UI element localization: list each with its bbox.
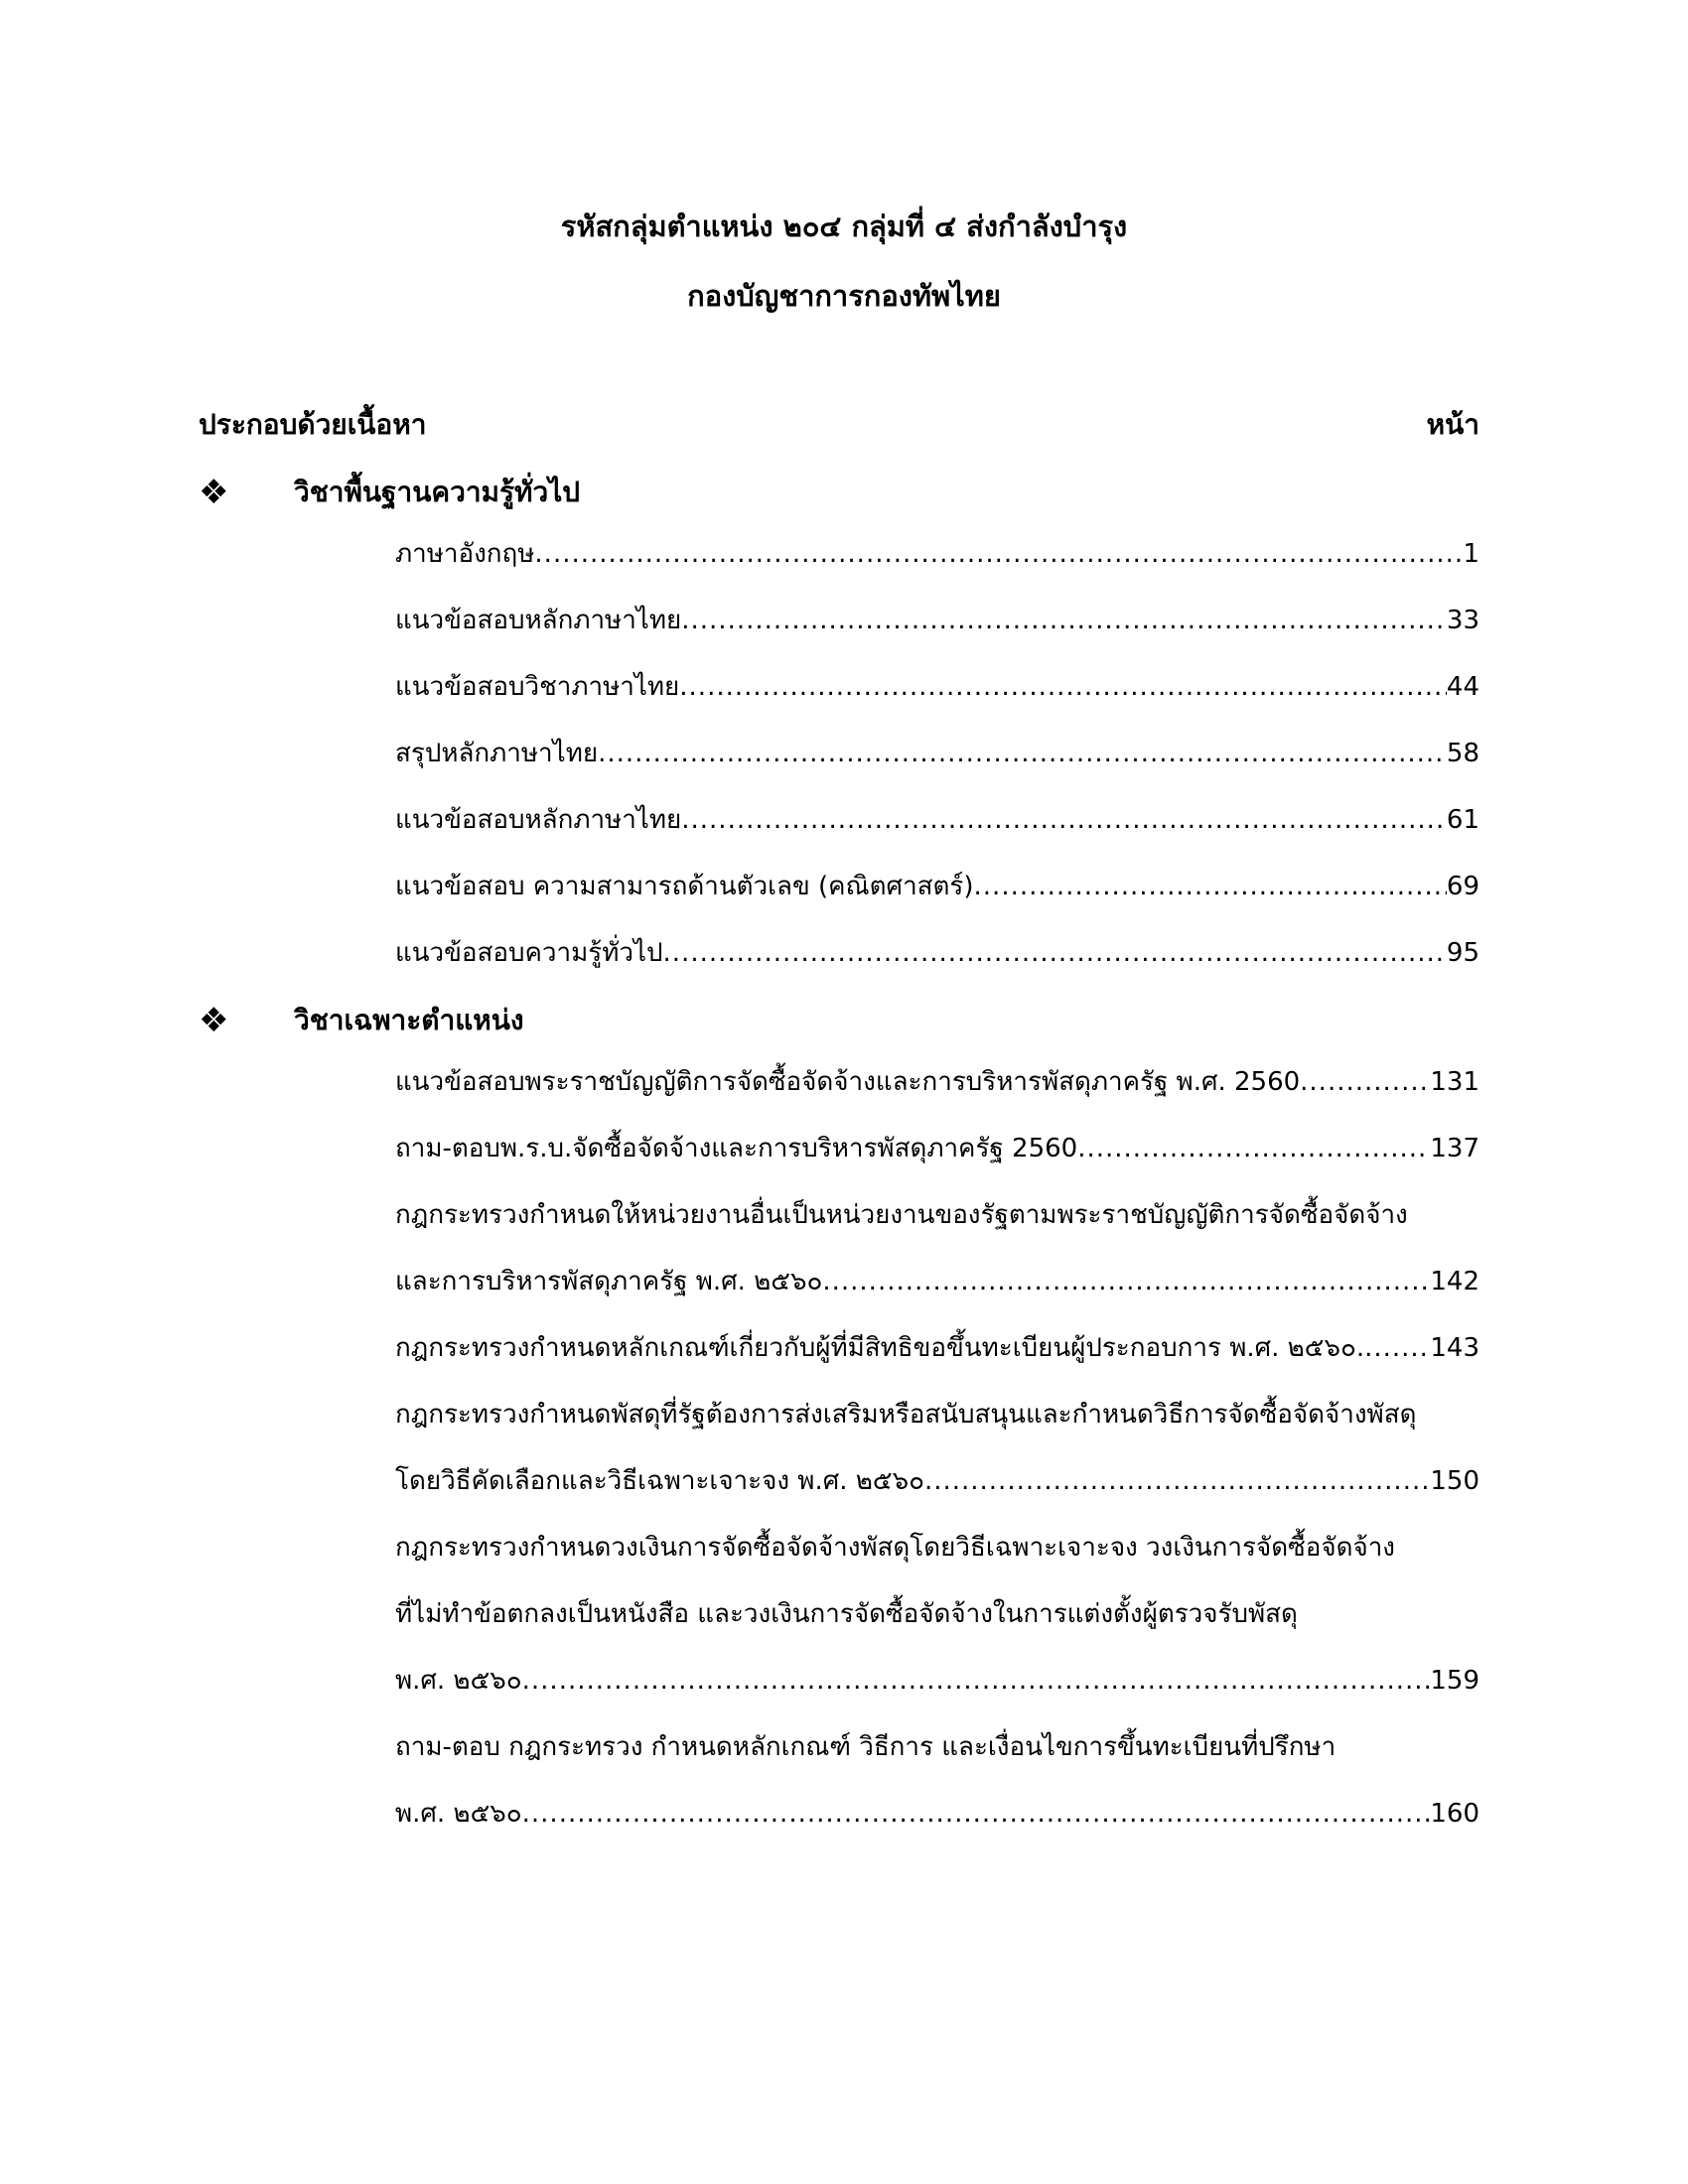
toc-entry-page: 61 [1446,805,1479,835]
dot-leader [1300,1062,1430,1102]
section-heading-specific [199,999,524,1042]
dot-leader [522,1794,1431,1834]
toc-entry [395,1661,1479,1701]
toc-entry-page: 1 [1463,539,1479,569]
dot-leader [663,933,1447,973]
toc-entry [395,1262,1479,1301]
section-heading-text: วิชาเฉพาะตำแหน่ง [294,1004,524,1036]
contents-label: ประกอบด้วยเนื้อหา [199,408,427,441]
dot-leader [681,800,1447,840]
dot-leader [924,1461,1430,1501]
toc-entry-page: 44 [1446,672,1479,702]
dot-leader [522,1661,1431,1701]
diamond-bullet-icon: ❖ [199,1001,229,1040]
toc-entry-title: พ.ศ. ๒๕๖๐ [395,1666,522,1696]
toc-entry-title: แนวข้อสอบ ความสามารถด้านตัวเลข (คณิตศาสตร์) [395,872,974,901]
toc-entry [395,1794,1479,1834]
page-column-label: หน้า [1426,408,1479,441]
toc-entry-line: ที่ไม่ทำข้อตกลงเป็นหนังสือ และวงเงินการจัดซื้อจัดจ้างในการแต่งตั้งผู้ตรวจรับพัสดุ [395,1599,1298,1629]
toc-entry [395,800,1479,840]
toc-entry-page: 150 [1430,1466,1479,1496]
section-heading-general [199,471,580,514]
toc-entry-page: 137 [1430,1134,1479,1163]
toc-entry-line: ถาม-ตอบ กฎกระทรวง กำหนดหลักเกณฑ์ วิธีการ และเงื่อนไขการขึ้นทะเบียนที่ปรึกษา [395,1732,1336,1762]
toc-entry [395,601,1479,640]
toc-entry-page: 58 [1446,739,1479,768]
dot-leader [822,1262,1430,1301]
toc-entry [395,1129,1479,1168]
toc-entry-title: สรุปหลักภาษาไทย [395,739,599,768]
toc-entry [395,534,1479,574]
section-heading-text: วิชาพื้นฐานความรู้ทั่วไป [294,476,581,508]
toc-entry-title: พ.ศ. ๒๕๖๐ [395,1799,522,1829]
toc-entry-title: แนวข้อสอบหลักภาษาไทย [395,606,682,635]
dot-leader [598,734,1447,773]
toc-entry-page: 142 [1430,1267,1479,1297]
toc-entry-title: แนวข้อสอบพระราชบัญญัติการจัดซื้อจัดจ้างและการบริหารพัสดุภาครัฐ พ.ศ. 2560 [395,1067,1301,1097]
diamond-bullet-icon: ❖ [199,473,229,512]
dot-leader [1364,1328,1430,1368]
toc-entry-line: กฎกระทรวงกำหนดวงเงินการจัดซื้อจัดจ้างพัสดุโดยวิธีเฉพาะเจาะจง วงเงินการจัดซื้อจัดจ้าง [395,1533,1396,1563]
toc-entry-title: แนวข้อสอบวิชาภาษาไทย [395,672,680,702]
toc-entry-line: กฎกระทรวงกำหนดพัสดุที่รัฐต้องการส่งเสริมหรือสนับสนุนและกำหนดวิธีการจัดซื้อจัดจ้างพัสดุ [395,1400,1417,1430]
toc-entry [395,734,1479,773]
toc-entry-page: 69 [1446,872,1479,901]
toc-entry-page: 160 [1430,1799,1479,1829]
dot-leader [974,867,1447,906]
toc-entry-line: กฎกระทรวงกำหนดให้หน่วยงานอื่นเป็นหน่วยงานของรัฐตามพระราชบัญญัติการจัดซื้อจัดจ้าง [395,1200,1408,1230]
dot-leader [534,534,1463,574]
toc-entry [395,867,1479,906]
toc-entry [395,667,1479,707]
dot-leader [1077,1129,1430,1168]
toc-entry [395,1062,1479,1102]
toc-entry-page: 95 [1446,938,1479,968]
toc-entry [395,1461,1479,1501]
dot-leader [679,667,1447,707]
toc-entry-page: 143 [1430,1333,1479,1363]
toc-entry-title: และการบริหารพัสดุภาครัฐ พ.ศ. ๒๕๖๐ [395,1267,823,1297]
toc-entry-title: โดยวิธีคัดเลือกและวิธีเฉพาะเจาะจง พ.ศ. ๒๕๖๐ [395,1466,924,1496]
toc-entry-page: 159 [1430,1666,1479,1696]
toc-entry [395,933,1479,973]
toc-entry-title: แนวข้อสอบความรู้ทั่วไป [395,938,663,968]
toc-entry [395,1328,1479,1368]
toc-entry-title: ถาม-ตอบพ.ร.บ.จัดซื้อจัดจ้างและการบริหารพัสดุภาครัฐ 2560 [395,1134,1078,1163]
dot-leader [681,601,1447,640]
document-title: รหัสกลุ่มตำแหน่ง ๒๐๔ กลุ่มที่ ๔ ส่งกำลังบำรุง [560,209,1128,243]
toc-entry-page: 131 [1430,1067,1479,1097]
toc-entry-page: 33 [1446,606,1479,635]
toc-entry-title: แนวข้อสอบหลักภาษาไทย [395,805,682,835]
document-subtitle: กองบัญชาการกองทัพไทย [687,279,1001,313]
toc-entry-title: กฎกระทรวงกำหนดหลักเกณฑ์เกี่ยวกับผู้ที่มีสิทธิขอขึ้นทะเบียนผู้ประกอบการ พ.ศ. ๒๕๖๐. [395,1333,1365,1363]
toc-entry-title: ภาษาอังกฤษ [395,539,535,569]
contents-header [199,403,1479,447]
